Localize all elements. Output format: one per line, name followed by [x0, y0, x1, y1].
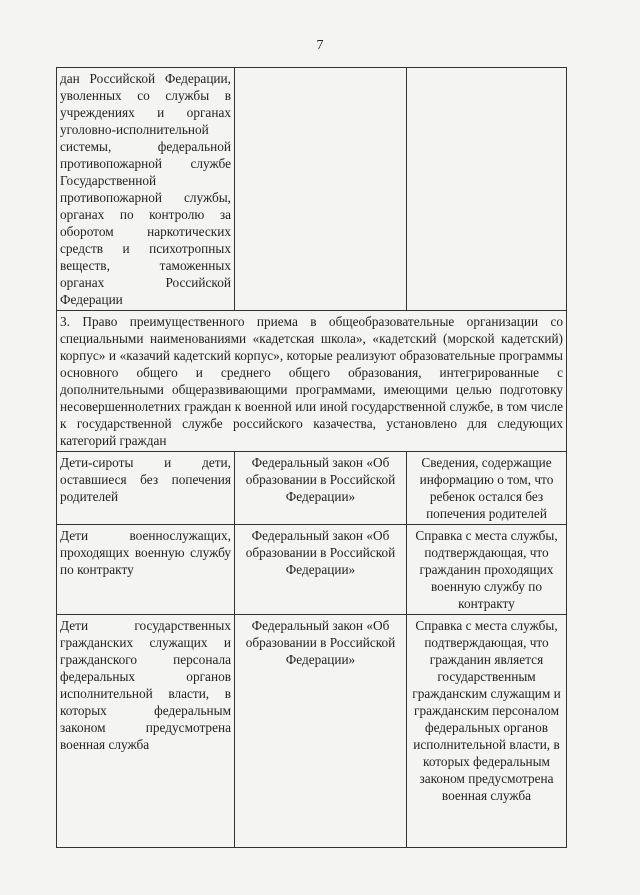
document-cell: Справка с места службы, подтверждающая, что гражданин проходящих военную службу по контракту [407, 525, 567, 615]
section-heading: 3. Право преимущественного приема в общеобразовательные организации со специальными наименованиями «кадетская школа», «кадетский (морской кадетский) корпус» и «казачий кадетский корпус», которые реализуют образовательные программы основного общего и среднего общего образования, интегрированные с дополнительными общеразвивающими программами, имеющими целью подготовку несовершеннолетних граждан к военной или иной государственной службе, в том числе к государственной службе российского казачества, установлено для следующих категорий граждан [57, 311, 567, 452]
category-cell: Дети государственных гражданских служащих и гражданского персонала федеральных органов исполнительной власти, в которых федеральным законом предусмотрена военная служба [57, 615, 235, 848]
category-cell: Дети военнослужащих, проходящих военную службу по контракту [57, 525, 235, 615]
category-cell: дан Российской Федерации, уволенных со службы в учреждениях и органах уголовно-исполнительной системы, федеральной противопожарной службе Государственной противопожарной службы, органах по контролю за оборотом наркотических средств и психотропных веществ, таможенных органах Российской Федерации [57, 68, 235, 311]
law-cell [235, 68, 407, 311]
law-cell: Федеральный закон «Об образовании в Российской Федерации» [235, 452, 407, 525]
document-cell: Справка с места службы, подтверждающая, что гражданин является государственным гражданским служащим и гражданским персоналом федеральных органов исполнительной власти, в которых федеральным законом предусмотрена военная служба [407, 615, 567, 848]
table-row [57, 615, 567, 848]
document-cell: Сведения, содержащие информацию о том, что ребенок остался без попечения родителей [407, 452, 567, 525]
category-cell: Дети-сироты и дети, оставшиеся без попечения родителей [57, 452, 235, 525]
law-cell: Федеральный закон «Об образовании в Российской Федерации» [235, 525, 407, 615]
table-row [57, 525, 567, 615]
benefits-table [56, 67, 567, 848]
law-cell: Федеральный закон «Об образовании в Российской Федерации» [235, 615, 407, 848]
document-cell [407, 68, 567, 311]
page-number: 7 [316, 38, 324, 53]
table-row [57, 452, 567, 525]
section-row [57, 311, 567, 452]
table-row [57, 68, 567, 311]
